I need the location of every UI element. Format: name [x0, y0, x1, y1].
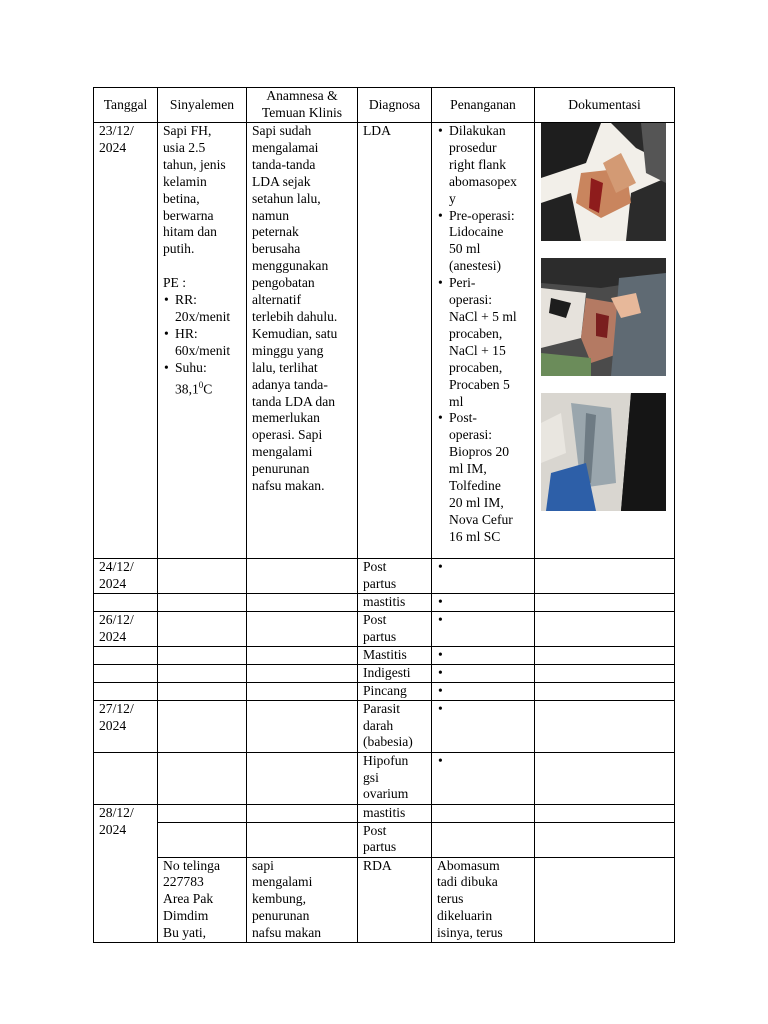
dokumentasi-cell [535, 123, 675, 559]
tanggal-cell [94, 682, 158, 700]
cow-surgery-photo [541, 123, 666, 241]
table-row [94, 700, 675, 752]
tanggal-cell: 28/12/ 2024 [94, 804, 158, 942]
penanganan-cell [432, 123, 535, 559]
diagnosa-cell: mastitis [358, 594, 432, 612]
anamnesa-cell: Sapi sudah mengalamai tanda-tanda LDA sejak setahun lalu, namun peternak berusaha menggunakan pengobatan alternatif terlebih dahulu. Kemudian, satu minggu yang lalu, terlihat adanya tanda- tanda LDA dan memerlukan operasi. Sapi mengalami penurunan nafsu makan. [247, 123, 358, 559]
penanganan-cell [432, 752, 535, 804]
tanggal-cell: 23/12/ 2024 [94, 123, 158, 559]
table-row [94, 682, 675, 700]
cow-suture-photo [541, 393, 666, 511]
penanganan-list [437, 123, 529, 546]
header-diagnosa: Diagnosa [358, 88, 432, 123]
case-log-table [93, 87, 675, 943]
tanggal-cell [94, 646, 158, 664]
penanganan-cell [432, 594, 535, 612]
diagnosa-cell: Post partus [358, 611, 432, 646]
tanggal-cell [94, 752, 158, 804]
list-item: • HR: 60x/menit [175, 326, 241, 360]
header-penanganan: Penanganan [432, 88, 535, 123]
cow-surgery-photo [541, 258, 666, 376]
list-item: • Dilakukan prosedur right flank abomasopex y [449, 123, 529, 208]
list-item [449, 665, 529, 682]
tanggal-cell: 24/12/ 2024 [94, 559, 158, 594]
list-item [449, 612, 529, 629]
header-anamnesa: Anamnesa & Temuan Klinis [247, 88, 358, 123]
pe-list [163, 292, 241, 398]
diagnosa-cell: Post partus [358, 559, 432, 594]
table-row [94, 123, 675, 559]
penanganan-cell [432, 611, 535, 646]
diagnosa-cell: Post partus [358, 822, 432, 857]
table-row [94, 822, 675, 857]
list-item: • RR: 20x/menit [175, 292, 241, 326]
table-row [94, 752, 675, 804]
tanggal-cell: 27/12/ 2024 [94, 700, 158, 752]
diagnosa-cell: mastitis [358, 804, 432, 822]
anamnesa-cell: sapi mengalami kembung, penurunan nafsu makan [247, 857, 358, 943]
diagnosa-cell: RDA [358, 857, 432, 943]
table-row [94, 594, 675, 612]
list-item [449, 559, 529, 576]
list-item: • Suhu: 38,1$^0$C [175, 360, 241, 398]
sinyalemen-cell: No telinga 227783 Area Pak Dimdim Bu yati, [158, 857, 247, 943]
penanganan-cell [432, 682, 535, 700]
header-row [94, 88, 675, 123]
diagnosa-cell: Parasit darah (babesia) [358, 700, 432, 752]
diagnosa-cell: Pincang [358, 682, 432, 700]
penanganan-cell: Abomasum tadi dibuka terus dikeluarin isinya, terus [432, 857, 535, 943]
table-row [94, 857, 675, 943]
list-item: • Post- operasi: Biopros 20 ml IM, Tolfedine 20 ml IM, Nova Cefur 16 ml SC [449, 410, 529, 545]
list-item [449, 594, 529, 611]
sinyalemen-text: Sapi FH, usia 2.5 tahun, jenis kelamin betina, berwarna hitam dan putih. [163, 123, 226, 257]
tanggal-cell [94, 594, 158, 612]
penanganan-cell [432, 646, 535, 664]
header-sinyalemen: Sinyalemen [158, 88, 247, 123]
table-row [94, 664, 675, 682]
list-item [449, 753, 529, 770]
list-item [449, 701, 529, 718]
list-item: • Peri- operasi: NaCl + 5 ml procaben, NaCl + 15 procaben, Procaben 5 ml [449, 275, 529, 410]
list-item: • Pre-operasi: Lidocaine 50 ml (anestesi) [449, 208, 529, 276]
list-item [449, 683, 529, 700]
table-row [94, 804, 675, 822]
pe-label: PE : [163, 275, 187, 291]
header-dokumentasi: Dokumentasi [535, 88, 675, 123]
list-item [449, 647, 529, 664]
diagnosa-cell: Hipofun gsi ovarium [358, 752, 432, 804]
table-row [94, 646, 675, 664]
sinyalemen-cell [158, 123, 247, 559]
penanganan-cell [432, 700, 535, 752]
tanggal-cell: 26/12/ 2024 [94, 611, 158, 646]
table-row [94, 611, 675, 646]
diagnosa-cell: Mastitis [358, 646, 432, 664]
header-tanggal: Tanggal [94, 88, 158, 123]
diagnosa-cell: LDA [358, 123, 432, 559]
penanganan-cell [432, 664, 535, 682]
table-row [94, 559, 675, 594]
diagnosa-cell: Indigesti [358, 664, 432, 682]
penanganan-cell [432, 559, 535, 594]
tanggal-cell [94, 664, 158, 682]
